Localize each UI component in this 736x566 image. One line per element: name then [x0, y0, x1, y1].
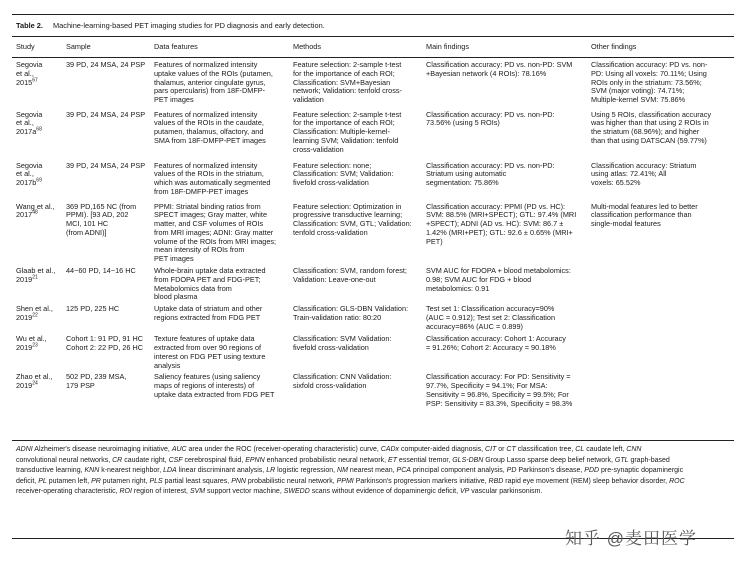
cell-line: analysis: [154, 360, 181, 370]
cell-line: = 91.26%; Cohort 2: Accuracy = 90.18%: [426, 343, 556, 353]
table-row: [12, 108, 734, 159]
abbreviation: CNN: [626, 446, 642, 453]
features-cell: [150, 200, 289, 265]
abbreviation: LR: [266, 467, 276, 475]
header-sample: Sample: [62, 37, 150, 58]
cell-line: which was automatically segmented: [154, 178, 271, 188]
study-cell: [12, 159, 62, 200]
cell-line: regions extracted from FDG PET: [154, 313, 261, 323]
cell-line: PET images: [154, 95, 194, 105]
abbreviation: KNN: [84, 467, 100, 475]
cell-line: 39 PD, 24 MSA, 24 PSP: [66, 160, 146, 170]
cell-line: Validation: Leave-one-out: [293, 274, 376, 284]
cell-line: Wu et al.,: [16, 334, 47, 344]
cell-line: validation: [293, 95, 324, 105]
abbreviation: CADx: [380, 446, 400, 453]
cell-line: Features of normalized intensity: [154, 160, 258, 170]
footnote-line: deficit, PL putamen left, PR putamen right, PLS partial least squares, PNN probabilistic neural network, PPMI Parkinson's progression markers initiative, RBD rapid eye movement (REM) sleep behavior disorder, ROC: [16, 477, 685, 485]
features-cell: [150, 58, 289, 108]
cell-line: PPMI). [93 AD, 202: [66, 210, 129, 220]
features-cell: [150, 332, 289, 370]
sample-cell: [62, 159, 150, 200]
cell-line: 369 PD,165 NC (from: [66, 201, 137, 211]
cell-line: et al.,: [16, 68, 34, 78]
cell-line: classification performance than: [591, 210, 692, 220]
header-study: Study: [12, 37, 62, 58]
cell-line: PD: Using all voxels: 70.11%; Using: [591, 68, 707, 78]
features-cell: [150, 302, 289, 332]
cell-line: SVM (major voting): 74.71%;: [591, 86, 685, 96]
cell-line: metabolomics: 0.91: [426, 283, 490, 293]
cell-line: pars opercularis) from 18F-DMFP-: [154, 86, 266, 96]
cell-line: Zhao et al.,: [16, 372, 53, 382]
reference-number: 48: [32, 209, 38, 216]
table-row: [12, 332, 734, 370]
features-cell: [150, 108, 289, 159]
cell-line: SPECT images; Gray matter, white: [154, 210, 268, 220]
reference-number: 69: [36, 177, 42, 184]
cell-line: Feature selection: Optimization in: [293, 201, 402, 211]
cell-line: from 18F-DMFP-PET images: [154, 186, 249, 196]
study-cell: [12, 108, 62, 159]
abbreviation: ADNI: [16, 446, 33, 453]
other-findings-cell: [587, 302, 734, 332]
cell-line: Classification accuracy: Cohort 1: Accuracy: [426, 334, 566, 344]
cell-line: Wang et al.,: [16, 201, 55, 211]
cell-line: Classification: GLS-DBN Validation:: [293, 304, 409, 314]
study-cell: [12, 58, 62, 108]
cell-line: Sensitivity = 96.8%, Specificity = 99.5%; For: [426, 390, 569, 400]
cell-line: et al.,: [16, 169, 34, 179]
cell-line: fivefold cross-validation: [293, 343, 369, 353]
cell-line: Classification accuracy: PD vs. non-PD:: [426, 109, 555, 119]
abbreviation: CL: [575, 446, 585, 453]
abbreviation: PR: [91, 477, 101, 485]
cell-line: accuracy=86% (AUC = 0.899): [426, 321, 523, 331]
main-findings-cell: [422, 302, 587, 332]
cell-line: values of the ROIs in the caudate,: [154, 118, 264, 128]
cell-line: Feature selection: none;: [293, 160, 372, 170]
footnote-line: transductive learning, KNN k-nearest neighbor, LDA linear discriminant analysis, LR logistic regression, NM nearest mean, PCA principal component analysis, PD Parkinson's disease, PDD pre-synaptic dopaminergic: [16, 467, 684, 475]
abbreviation: CIT: [485, 446, 497, 453]
cell-line: segmentation: 75.86%: [426, 178, 499, 188]
cell-line: 502 PD, 239 MSA,: [66, 372, 127, 382]
methods-cell: [289, 200, 422, 265]
abbreviation: ROC: [669, 477, 685, 485]
cell-line: Features of normalized intensity: [154, 109, 258, 119]
header-row: [12, 37, 734, 58]
watermark: 知乎 @麦田医学: [565, 529, 697, 548]
cell-line: 2019$^{23}$: [16, 342, 38, 353]
cell-line: Test set 1: Classification accuracy=90%: [426, 304, 555, 314]
cell-line: Classification: SVM; Validation:: [293, 169, 394, 179]
cell-line: (from ADNI)]: [66, 227, 107, 237]
table-title: Machine-learning-based PET imaging studies for PD diagnosis and early detection.: [52, 21, 325, 30]
cell-line: uptake data extracted from FDG PET: [154, 390, 275, 400]
cell-line: Shen et al.,: [16, 304, 53, 314]
table-row: [12, 302, 734, 332]
abbreviation: GTL: [614, 456, 629, 464]
header-main-findings: Main findings: [422, 37, 587, 58]
cell-line: Feature selection: 2-sample t-test: [293, 60, 402, 69]
cell-line: 2015$^{67}$: [16, 77, 38, 87]
abbreviation: PL: [38, 477, 47, 485]
cell-line: thalamus, anterior cingulate gyrus,: [154, 77, 266, 87]
cell-line: fivefold cross-validation: [293, 178, 369, 188]
abbreviation: EPNN: [245, 456, 265, 464]
cell-line: Classification: CNN Validation:: [293, 372, 392, 382]
other-findings-cell: [587, 159, 734, 200]
cell-line: 2019$^{24}$: [16, 380, 38, 391]
cell-line: for the importance of each ROI;: [293, 118, 395, 128]
sample-cell: [62, 200, 150, 265]
table-label: Table 2.: [16, 21, 43, 30]
cell-line: single-modal features: [591, 219, 661, 229]
cell-line: matter, and CSF volumes of ROIs: [154, 219, 264, 229]
header-other-findings: Other findings: [587, 37, 734, 58]
methods-cell: [289, 302, 422, 332]
table-frame: [12, 14, 734, 539]
cell-line: Classification accuracy: PD vs. non-: [591, 60, 708, 69]
cell-line: than that using DATSCAN (59.77%): [591, 135, 707, 145]
other-findings-cell: [587, 264, 734, 302]
table-row: [12, 159, 734, 200]
cell-line: tenfold cross-validation: [293, 227, 368, 237]
main-findings-cell: [422, 159, 587, 200]
cell-line: Cohort 1: 91 PD, 91 HC: [66, 334, 144, 344]
other-findings-cell: [587, 58, 734, 108]
abbreviation: SVM: [189, 488, 206, 496]
cell-line: 2017$^{48}$: [16, 209, 38, 220]
cell-line: PET): [426, 236, 443, 246]
cell-line: et al.,: [16, 118, 34, 128]
sample-cell: [62, 108, 150, 159]
abbreviation-footnote: [12, 440, 734, 498]
reference-number: 21: [32, 274, 38, 281]
cell-line: ROIs only in the striatum: 73.56%;: [591, 77, 702, 87]
cell-line: uptake values of the ROIs (putamen,: [154, 68, 273, 78]
study-cell: [12, 370, 62, 409]
cell-line: 97.7%, Specificity = 94.1%; For MSA:: [426, 381, 548, 391]
features-cell: [150, 264, 289, 302]
cell-line: maps of regions of interests) of: [154, 381, 255, 391]
abbreviation: ET: [388, 456, 397, 464]
cell-line: 73.56% (using 5 ROIs): [426, 118, 500, 128]
study-cell: [12, 264, 62, 302]
cell-line: Classification: SVM Validation:: [293, 334, 392, 344]
features-cell: [150, 159, 289, 200]
abbreviation: PNN: [231, 477, 246, 485]
features-cell: [150, 370, 289, 409]
reference-number: 68: [36, 126, 42, 133]
cell-line: Classification accuracy: For PD: Sensitivity =: [426, 372, 571, 382]
sample-cell: [62, 264, 150, 302]
table-row: [12, 264, 734, 302]
cell-line: +Bayesian network (4 ROIs): 78.16%: [426, 68, 547, 78]
table-caption: [12, 15, 734, 37]
cell-line: +SPECT); ADNI (AD vs. HC): SVM: 86.7 ±: [426, 219, 564, 229]
cell-line: from MRI images; ADNI: Gray matter: [154, 227, 274, 237]
cell-line: 179 PSP: [66, 381, 95, 391]
cell-line: values of the ROIs in the striatum,: [154, 169, 264, 179]
cell-line: PPMI: Striatal binding ratios from: [154, 201, 261, 211]
other-findings-cell: [587, 332, 734, 370]
cell-line: SVM: 88.5% (MRI+SPECT); GTL: 97.4% (MRI: [426, 210, 577, 220]
other-findings-cell: [587, 370, 734, 409]
abbreviation: CT: [506, 446, 516, 453]
table-body: [12, 58, 734, 410]
methods-cell: [289, 332, 422, 370]
cell-line: cross-validation: [293, 144, 344, 154]
cell-line: MCI, 101 HC: [66, 219, 109, 229]
abbreviation: PCA: [396, 467, 411, 475]
footnote-line: receiver-operating characteristic, ROI region of interest, SVM support vector machine, SWEDD scans without evidence of dopaminergic deficit, VP vascular parkinsonism.: [16, 488, 543, 496]
cell-line: Classification: SVM+Bayesian: [293, 77, 391, 87]
cell-line: Multi-modal features led to better: [591, 201, 698, 211]
table-row: [12, 370, 734, 409]
cell-line: for the importance of each ROI;: [293, 68, 395, 78]
cell-line: Cohort 2: 22 PD, 26 HC: [66, 343, 144, 353]
methods-cell: [289, 264, 422, 302]
methods-cell: [289, 58, 422, 108]
abbreviation: SWEDD: [283, 488, 310, 496]
abbreviation: GLS-DBN: [452, 456, 484, 464]
cell-line: the striatum (68.96%); and higher: [591, 127, 700, 137]
table-row: [12, 58, 734, 108]
cell-line: Multiple-kernel SVM: 75.86%: [591, 95, 686, 105]
cell-line: 44~60 PD, 14~16 HC: [66, 266, 136, 276]
cell-line: Uptake data of striatum and other: [154, 304, 263, 314]
abbreviation: RBD: [488, 477, 504, 485]
cell-line: Texture features of uptake data: [154, 334, 255, 344]
cell-line: Classification accuracy: PD vs. non-PD:: [426, 160, 555, 170]
cell-line: Classification accuracy: PD vs. non-PD: SVM: [426, 60, 573, 69]
study-cell: [12, 332, 62, 370]
header-data-features: Data features: [150, 37, 289, 58]
cell-line: volume of the ROIs from MRI images;: [154, 236, 277, 246]
cell-line: Features of normalized intensity: [154, 60, 258, 69]
cell-line: SVM AUC for FDOPA + blood metabolomics:: [426, 266, 571, 276]
cell-line: from FDOPA PET and FDG-PET;: [154, 274, 261, 284]
cell-line: $2017a^{68}$: [16, 126, 42, 137]
reference-number: 22: [32, 312, 38, 319]
main-findings-cell: [422, 58, 587, 108]
study-cell: [12, 302, 62, 332]
sample-cell: [62, 370, 150, 409]
main-findings-cell: [422, 332, 587, 370]
cell-line: mean intensity of ROIs from: [154, 245, 245, 255]
sample-cell: [62, 302, 150, 332]
cell-line: Segovia: [16, 160, 43, 170]
cell-line: Classification: SVM, random forest;: [293, 266, 407, 276]
main-findings-cell: [422, 264, 587, 302]
methods-cell: [289, 370, 422, 409]
cell-line: Striatum using automatic: [426, 169, 507, 179]
cell-line: 0.98; SVM AUC for FDG + blood: [426, 274, 532, 284]
cell-line: 2019$^{21}$: [16, 274, 38, 284]
cell-line: Saliency features (using saliency: [154, 372, 261, 382]
studies-table: [12, 37, 734, 409]
other-findings-cell: [587, 108, 734, 159]
abbreviation: LDA: [163, 467, 177, 475]
cell-line: sixfold cross-validation: [293, 381, 367, 391]
cell-line: Classification accuracy: Striatum: [591, 160, 697, 170]
sample-cell: [62, 332, 150, 370]
cell-line: Classification: Multiple-kernel-: [293, 127, 390, 137]
abbreviation: AUC: [171, 446, 187, 453]
abbreviation: PDD: [584, 467, 600, 475]
cell-line: network; Validation: tenfold cross-: [293, 86, 402, 96]
study-cell: [12, 200, 62, 265]
cell-line: Whole-brain uptake data extracted: [154, 266, 266, 276]
main-findings-cell: [422, 200, 587, 265]
header-methods: Methods: [289, 37, 422, 58]
cell-line: Using 5 ROIs, classification accuracy: [591, 109, 712, 119]
cell-line: Metabolomics data from: [154, 283, 232, 293]
cell-line: PSP: Sensitivity = 83.3%, Specificity = 98.3%: [426, 398, 573, 408]
cell-line: was higher than that using 2 ROIs in: [591, 118, 709, 128]
cell-line: SMA from 18F-DMFP-PET images: [154, 135, 266, 145]
cell-line: Classification accuracy: PPMI (PD vs. HC):: [426, 201, 566, 211]
abbreviation: CSF: [168, 456, 183, 464]
cell-line: blood plasma: [154, 292, 198, 302]
main-findings-cell: [422, 370, 587, 409]
reference-number: 24: [32, 380, 38, 387]
cell-line: 2019$^{22}$: [16, 312, 38, 323]
cell-line: 39 PD, 24 MSA, 24 PSP: [66, 109, 146, 119]
methods-cell: [289, 108, 422, 159]
cell-line: Segovia: [16, 60, 43, 69]
sample-cell: [62, 58, 150, 108]
abbreviation: ROI: [119, 488, 132, 496]
footnote-line: ADNI Alzheimer's disease neuroimaging initiative, AUC area under the ROC (receiver-operating characteristic) curve, CADx computer-aided diagnosis, CIT or CT classification tree, CL caudate left, CNN: [16, 446, 642, 453]
cell-line: 1.42% (MRI+PET); GTL: 92.6 ± 0.65% (MRI+: [426, 227, 573, 237]
cell-line: Classification: SVM, GTL; Validation:: [293, 219, 412, 229]
abbreviation: PD: [506, 467, 517, 475]
cell-line: (AUC = 0.912); Test set 2: Classification: [426, 313, 556, 323]
cell-line: 39 PD, 24 MSA, 24 PSP: [66, 60, 146, 69]
table-row: [12, 200, 734, 265]
reference-number: 23: [32, 342, 38, 349]
other-findings-cell: [587, 200, 734, 265]
reference-number: 67: [32, 77, 38, 84]
cell-line: voxels: 65.52%: [591, 178, 641, 188]
main-findings-cell: [422, 108, 587, 159]
cell-line: PET images: [154, 254, 194, 264]
cell-line: learning SVM; Validation: tenfold: [293, 135, 399, 145]
cell-line: Train-validation ratio: 80:20: [293, 313, 382, 323]
cell-line: Segovia: [16, 109, 43, 119]
cell-line: extracted from over 90 regions of: [154, 343, 262, 353]
cell-line: interest on FDG PET using texture: [154, 351, 266, 361]
cell-line: 125 PD, 225 HC: [66, 304, 120, 314]
cell-line: putamen, thalamus, olfactory, and: [154, 127, 264, 137]
cell-line: using atlas: 72.41%; All: [591, 169, 667, 179]
abbreviation: NM: [337, 467, 348, 475]
cell-line: Feature selection: 2-sample t-test: [293, 109, 402, 119]
abbreviation: CR: [112, 456, 123, 464]
abbreviation: PLS: [149, 477, 163, 485]
cell-line: progressive transductive learning;: [293, 210, 403, 220]
footnote-line: convolutional neural networks, CR caudate right, CSF cerebrospinal fluid, EPNN enhanced probabilistic neural network, ET essential tremor, GLS-DBN Group Lasso sparse deep belief network, GTL graph-based: [16, 456, 670, 464]
cell-line: $2017b^{69}$: [16, 177, 42, 188]
cell-line: Glaab et al.,: [16, 266, 56, 276]
methods-cell: [289, 159, 422, 200]
abbreviation: VP: [459, 488, 470, 496]
abbreviation: PPMI: [336, 477, 354, 485]
